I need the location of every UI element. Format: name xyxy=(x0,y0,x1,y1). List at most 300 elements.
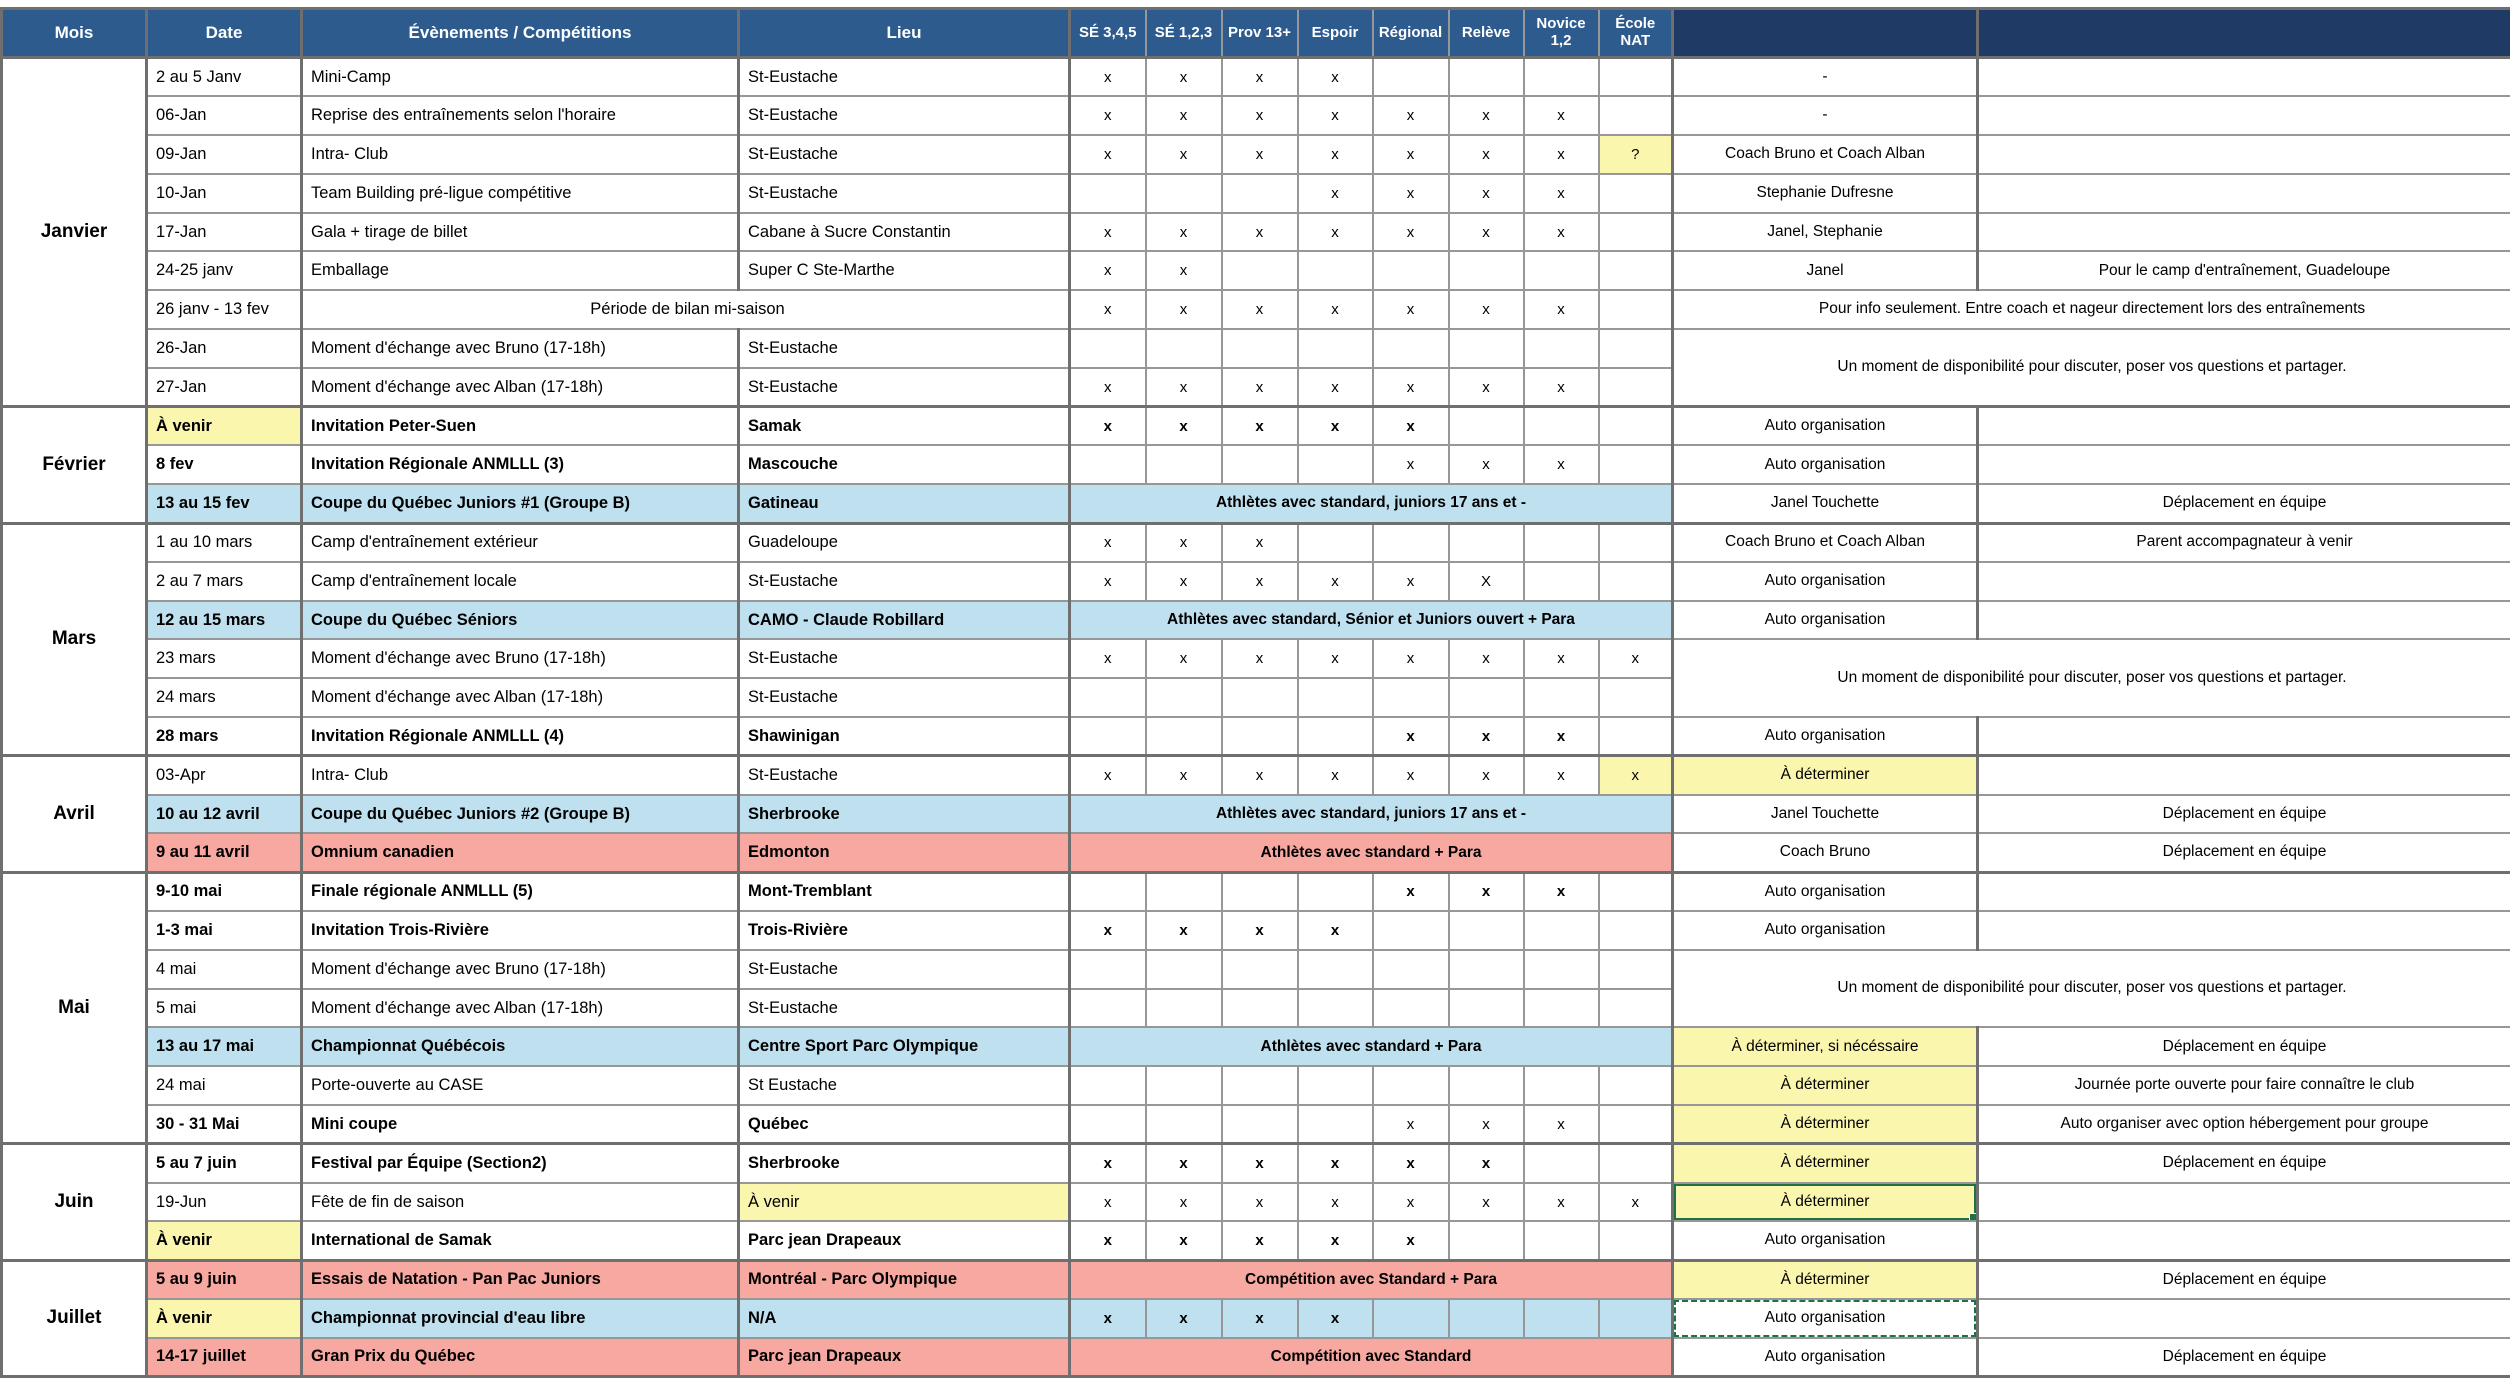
mark-cell[interactable]: x xyxy=(1373,1144,1449,1183)
mark-cell[interactable]: x xyxy=(1146,407,1222,446)
date-cell[interactable]: 1 au 10 mars xyxy=(147,523,302,562)
date-cell[interactable]: 9-10 mai xyxy=(147,872,302,911)
date-cell[interactable]: 5 au 9 juin xyxy=(147,1260,302,1299)
event-cell[interactable]: Mini coupe xyxy=(302,1105,739,1144)
col-header-category-4[interactable]: Espoir xyxy=(1298,9,1373,58)
mark-cell[interactable] xyxy=(1222,251,1298,290)
col-header-category-2[interactable]: SÉ 1,2,3 xyxy=(1146,9,1222,58)
mark-cell[interactable]: x xyxy=(1449,1144,1524,1183)
col-header-category-7[interactable]: Novice 1,2 xyxy=(1524,9,1599,58)
notes-cell[interactable] xyxy=(1978,135,2510,174)
mark-cell[interactable] xyxy=(1599,407,1673,446)
lieu-cell[interactable]: St Eustache xyxy=(739,1066,1070,1105)
mark-cell[interactable]: x xyxy=(1524,213,1599,252)
lieu-cell[interactable]: St-Eustache xyxy=(739,989,1070,1028)
date-cell[interactable]: 1-3 mai xyxy=(147,911,302,950)
lieu-cell[interactable]: N/A xyxy=(739,1299,1070,1338)
mark-cell[interactable]: x xyxy=(1298,1221,1373,1260)
mark-cell[interactable]: x xyxy=(1449,717,1524,756)
resp-cell[interactable]: Janel Touchette xyxy=(1673,484,1978,523)
tail-merge-cell[interactable]: Un moment de disponibilité pour discuter, poser vos questions et partager. xyxy=(1673,329,2510,407)
date-cell[interactable]: 9 au 11 avril xyxy=(147,833,302,872)
mark-cell[interactable]: x xyxy=(1222,368,1298,407)
mark-cell[interactable] xyxy=(1524,678,1599,717)
mark-cell[interactable]: x xyxy=(1222,911,1298,950)
mark-cell[interactable] xyxy=(1449,251,1524,290)
lieu-cell[interactable]: Edmonton xyxy=(739,833,1070,872)
mark-cell[interactable]: x xyxy=(1373,562,1449,601)
mark-cell[interactable]: x xyxy=(1222,562,1298,601)
mark-cell[interactable]: x xyxy=(1070,96,1146,135)
mark-cell[interactable] xyxy=(1222,445,1298,484)
resp-cell[interactable]: Janel Touchette xyxy=(1673,795,1978,834)
notes-cell[interactable]: Déplacement en équipe xyxy=(1978,484,2510,523)
resp-cell[interactable]: Coach Bruno xyxy=(1673,833,1978,872)
month-cell[interactable]: Janvier xyxy=(2,58,147,407)
mark-cell[interactable] xyxy=(1298,989,1373,1028)
lieu-cell[interactable]: Centre Sport Parc Olympique xyxy=(739,1027,1070,1066)
lieu-cell[interactable]: Gatineau xyxy=(739,484,1070,523)
mark-cell[interactable]: x xyxy=(1449,756,1524,795)
mark-cell[interactable]: x xyxy=(1449,290,1524,329)
mark-cell[interactable]: x xyxy=(1146,1221,1222,1260)
mark-cell[interactable]: x xyxy=(1373,872,1449,911)
mark-cell[interactable]: x xyxy=(1070,368,1146,407)
mark-cell[interactable]: x xyxy=(1146,213,1222,252)
mark-cell[interactable] xyxy=(1070,329,1146,368)
mark-cell[interactable] xyxy=(1599,1221,1673,1260)
mark-cell[interactable] xyxy=(1599,174,1673,213)
mark-cell[interactable] xyxy=(1070,445,1146,484)
mark-cell[interactable] xyxy=(1524,407,1599,446)
lieu-cell[interactable]: Québec xyxy=(739,1105,1070,1144)
date-cell[interactable]: 24 mai xyxy=(147,1066,302,1105)
lieu-cell[interactable]: Sherbrooke xyxy=(739,1144,1070,1183)
notes-cell[interactable] xyxy=(1978,407,2510,446)
mark-cell[interactable]: x xyxy=(1070,1183,1146,1222)
mark-cell[interactable]: x xyxy=(1524,639,1599,678)
mark-cell[interactable] xyxy=(1449,989,1524,1028)
mark-cell[interactable] xyxy=(1373,911,1449,950)
mark-cell[interactable]: x xyxy=(1373,445,1449,484)
month-cell[interactable]: Février xyxy=(2,407,147,523)
event-cell[interactable]: Coupe du Québec Séniors xyxy=(302,601,739,640)
mark-cell[interactable]: x xyxy=(1070,1144,1146,1183)
date-cell[interactable]: 27-Jan xyxy=(147,368,302,407)
lieu-cell[interactable]: Parc jean Drapeaux xyxy=(739,1221,1070,1260)
mark-cell[interactable]: X xyxy=(1449,562,1524,601)
mark-cell[interactable] xyxy=(1449,1221,1524,1260)
col-header-lieu[interactable]: Lieu xyxy=(739,9,1070,58)
lieu-cell[interactable]: St-Eustache xyxy=(739,329,1070,368)
event-cell[interactable]: Mini-Camp xyxy=(302,58,739,97)
mark-cell[interactable] xyxy=(1524,1299,1599,1338)
mark-cell[interactable]: x xyxy=(1298,407,1373,446)
mark-cell[interactable]: x xyxy=(1222,639,1298,678)
mark-cell[interactable]: x xyxy=(1222,1221,1298,1260)
mark-cell[interactable]: x xyxy=(1373,368,1449,407)
mark-cell[interactable]: x xyxy=(1146,911,1222,950)
event-cell[interactable]: Omnium canadien xyxy=(302,833,739,872)
mark-cell[interactable]: x xyxy=(1222,290,1298,329)
mark-cell[interactable]: x xyxy=(1599,639,1673,678)
mark-cell[interactable] xyxy=(1524,58,1599,97)
mark-cell[interactable] xyxy=(1298,251,1373,290)
event-cell[interactable]: Moment d'échange avec Alban (17-18h) xyxy=(302,678,739,717)
date-cell[interactable]: 14-17 juillet xyxy=(147,1338,302,1377)
event-cell[interactable]: Finale régionale ANMLLL (5) xyxy=(302,872,739,911)
mark-cell[interactable]: x xyxy=(1449,135,1524,174)
mark-cell[interactable] xyxy=(1599,1144,1673,1183)
event-cell[interactable]: Camp d'entraînement extérieur xyxy=(302,523,739,562)
mark-cell[interactable]: x xyxy=(1449,1105,1524,1144)
resp-cell[interactable]: À déterminer xyxy=(1673,1066,1978,1105)
mark-cell[interactable]: x xyxy=(1599,756,1673,795)
month-cell[interactable]: Mai xyxy=(2,872,147,1144)
date-cell[interactable]: 5 mai xyxy=(147,989,302,1028)
category-merge-cell[interactable]: Athlètes avec standard, Sénior et Juniors ouvert + Para xyxy=(1070,601,1673,640)
mark-cell[interactable] xyxy=(1373,329,1449,368)
mark-cell[interactable]: x xyxy=(1070,58,1146,97)
notes-cell[interactable] xyxy=(1978,562,2510,601)
lieu-cell[interactable]: Super C Ste-Marthe xyxy=(739,251,1070,290)
mark-cell[interactable] xyxy=(1599,1105,1673,1144)
event-cell[interactable]: Fête de fin de saison xyxy=(302,1183,739,1222)
mark-cell[interactable] xyxy=(1146,717,1222,756)
date-cell[interactable]: 13 au 15 fev xyxy=(147,484,302,523)
event-cell[interactable]: Porte-ouverte au CASE xyxy=(302,1066,739,1105)
col-header-event[interactable]: Évènements / Compétitions xyxy=(302,9,739,58)
mark-cell[interactable]: x xyxy=(1222,1183,1298,1222)
month-cell[interactable]: Avril xyxy=(2,756,147,872)
col-header-category-5[interactable]: Régional xyxy=(1373,9,1449,58)
mark-cell[interactable] xyxy=(1524,562,1599,601)
mark-cell[interactable] xyxy=(1599,251,1673,290)
resp-cell[interactable]: Auto organisation xyxy=(1673,1338,1978,1377)
mark-cell[interactable] xyxy=(1599,989,1673,1028)
resp-cell[interactable]: Coach Bruno et Coach Alban xyxy=(1673,135,1978,174)
event-cell[interactable]: Camp d'entraînement locale xyxy=(302,562,739,601)
resp-cell[interactable]: Auto organisation xyxy=(1673,872,1978,911)
mark-cell[interactable]: x xyxy=(1524,135,1599,174)
mark-cell[interactable] xyxy=(1146,329,1222,368)
mark-cell[interactable] xyxy=(1599,523,1673,562)
mark-cell[interactable] xyxy=(1599,445,1673,484)
mark-cell[interactable] xyxy=(1599,950,1673,989)
mark-cell[interactable] xyxy=(1524,1221,1599,1260)
event-cell[interactable]: Festival par Équipe (Section2) xyxy=(302,1144,739,1183)
mark-cell[interactable]: x xyxy=(1449,96,1524,135)
mark-cell[interactable]: x xyxy=(1373,290,1449,329)
mark-cell[interactable]: x xyxy=(1449,445,1524,484)
col-header-category-8[interactable]: École NAT xyxy=(1599,9,1673,58)
col-header-date[interactable]: Date xyxy=(147,9,302,58)
mark-cell[interactable] xyxy=(1146,445,1222,484)
event-cell[interactable]: Championnat provincial d'eau libre xyxy=(302,1299,739,1338)
date-cell[interactable]: 06-Jan xyxy=(147,96,302,135)
mark-cell[interactable]: x xyxy=(1070,290,1146,329)
resp-cell[interactable]: Coach Bruno et Coach Alban xyxy=(1673,523,1978,562)
event-cell[interactable]: Moment d'échange avec Bruno (17-18h) xyxy=(302,639,739,678)
notes-cell[interactable] xyxy=(1978,872,2510,911)
mark-cell[interactable]: x xyxy=(1146,1299,1222,1338)
notes-cell[interactable] xyxy=(1978,717,2510,756)
date-cell[interactable]: 09-Jan xyxy=(147,135,302,174)
col-header-category-6[interactable]: Relève xyxy=(1449,9,1524,58)
mark-cell[interactable]: ? xyxy=(1599,135,1673,174)
event-cell[interactable]: Intra- Club xyxy=(302,135,739,174)
mark-cell[interactable]: x xyxy=(1222,407,1298,446)
notes-cell[interactable] xyxy=(1978,213,2510,252)
date-cell[interactable]: 2 au 5 Janv xyxy=(147,58,302,97)
event-cell[interactable]: Invitation Régionale ANMLLL (3) xyxy=(302,445,739,484)
mark-cell[interactable] xyxy=(1146,950,1222,989)
mark-cell[interactable]: x xyxy=(1373,639,1449,678)
notes-cell[interactable]: Déplacement en équipe xyxy=(1978,1260,2510,1299)
lieu-cell[interactable]: St-Eustache xyxy=(739,96,1070,135)
notes-cell[interactable]: Pour le camp d'entraînement, Guadeloupe xyxy=(1978,251,2510,290)
mark-cell[interactable]: x xyxy=(1298,1183,1373,1222)
mark-cell[interactable]: x xyxy=(1070,1221,1146,1260)
mark-cell[interactable]: x xyxy=(1070,135,1146,174)
date-cell[interactable]: 28 mars xyxy=(147,717,302,756)
mark-cell[interactable] xyxy=(1524,950,1599,989)
mark-cell[interactable]: x xyxy=(1298,174,1373,213)
mark-cell[interactable] xyxy=(1524,911,1599,950)
mark-cell[interactable]: x xyxy=(1524,174,1599,213)
notes-cell[interactable] xyxy=(1978,1299,2510,1338)
mark-cell[interactable] xyxy=(1373,58,1449,97)
event-lieu-merge-cell[interactable]: Période de bilan mi-saison xyxy=(302,290,1070,329)
mark-cell[interactable]: x xyxy=(1449,368,1524,407)
mark-cell[interactable] xyxy=(1373,1299,1449,1338)
date-cell[interactable]: À venir xyxy=(147,1299,302,1338)
mark-cell[interactable]: x xyxy=(1373,1221,1449,1260)
mark-cell[interactable]: x xyxy=(1449,1183,1524,1222)
mark-cell[interactable] xyxy=(1449,911,1524,950)
date-cell[interactable]: 03-Apr xyxy=(147,756,302,795)
event-cell[interactable]: Gala + tirage de billet xyxy=(302,213,739,252)
category-merge-cell[interactable]: Compétition avec Standard + Para xyxy=(1070,1260,1673,1299)
mark-cell[interactable]: x xyxy=(1222,58,1298,97)
mark-cell[interactable]: x xyxy=(1373,96,1449,135)
mark-cell[interactable]: x xyxy=(1373,407,1449,446)
resp-cell[interactable]: À déterminer, si nécéssaire xyxy=(1673,1027,1978,1066)
resp-cell[interactable]: - xyxy=(1673,58,1978,97)
notes-cell[interactable] xyxy=(1978,445,2510,484)
lieu-cell[interactable]: Trois-Rivière xyxy=(739,911,1070,950)
mark-cell[interactable]: x xyxy=(1070,562,1146,601)
mark-cell[interactable]: x xyxy=(1524,872,1599,911)
mark-cell[interactable] xyxy=(1222,329,1298,368)
mark-cell[interactable] xyxy=(1599,911,1673,950)
resp-cell[interactable]: Auto organisation xyxy=(1673,407,1978,446)
mark-cell[interactable]: x xyxy=(1070,251,1146,290)
notes-cell[interactable] xyxy=(1978,601,2510,640)
mark-cell[interactable]: x xyxy=(1449,872,1524,911)
lieu-cell[interactable]: St-Eustache xyxy=(739,174,1070,213)
mark-cell[interactable]: x xyxy=(1222,213,1298,252)
mark-cell[interactable] xyxy=(1599,678,1673,717)
mark-cell[interactable] xyxy=(1298,872,1373,911)
resp-cell[interactable]: Janel, Stephanie xyxy=(1673,213,1978,252)
lieu-cell[interactable]: CAMO - Claude Robillard xyxy=(739,601,1070,640)
mark-cell[interactable]: x xyxy=(1070,911,1146,950)
notes-cell[interactable] xyxy=(1978,96,2510,135)
date-cell[interactable]: 5 au 7 juin xyxy=(147,1144,302,1183)
resp-cell[interactable]: Auto organisation xyxy=(1673,717,1978,756)
lieu-cell[interactable]: Parc jean Drapeaux xyxy=(739,1338,1070,1377)
mark-cell[interactable]: x xyxy=(1599,1183,1673,1222)
mark-cell[interactable] xyxy=(1373,989,1449,1028)
resp-cell[interactable]: À déterminer xyxy=(1673,756,1978,795)
mark-cell[interactable] xyxy=(1599,290,1673,329)
resp-cell[interactable]: Auto organisation xyxy=(1673,601,1978,640)
mark-cell[interactable]: x xyxy=(1146,368,1222,407)
lieu-cell[interactable]: St-Eustache xyxy=(739,950,1070,989)
event-cell[interactable]: Team Building pré-ligue compétitive xyxy=(302,174,739,213)
mark-cell[interactable] xyxy=(1298,1105,1373,1144)
mark-cell[interactable] xyxy=(1070,1066,1146,1105)
month-cell[interactable]: Juin xyxy=(2,1144,147,1260)
selected-cell[interactable]: À déterminer xyxy=(1673,1183,1978,1222)
resp-cell[interactable]: Janel xyxy=(1673,251,1978,290)
category-merge-cell[interactable]: Athlètes avec standard, juniors 17 ans et - xyxy=(1070,795,1673,834)
notes-cell[interactable]: Déplacement en équipe xyxy=(1978,1144,2510,1183)
notes-cell[interactable]: Déplacement en équipe xyxy=(1978,1338,2510,1377)
mark-cell[interactable]: x xyxy=(1298,135,1373,174)
mark-cell[interactable] xyxy=(1599,1066,1673,1105)
mark-cell[interactable] xyxy=(1449,950,1524,989)
event-cell[interactable]: Emballage xyxy=(302,251,739,290)
mark-cell[interactable] xyxy=(1599,562,1673,601)
mark-cell[interactable]: x xyxy=(1373,1183,1449,1222)
date-cell[interactable]: 10 au 12 avril xyxy=(147,795,302,834)
mark-cell[interactable] xyxy=(1599,368,1673,407)
mark-cell[interactable] xyxy=(1146,174,1222,213)
mark-cell[interactable] xyxy=(1449,329,1524,368)
mark-cell[interactable]: x xyxy=(1373,717,1449,756)
event-cell[interactable]: Gran Prix du Québec xyxy=(302,1338,739,1377)
resp-cell[interactable]: Auto organisation xyxy=(1673,1221,1978,1260)
mark-cell[interactable]: x xyxy=(1222,523,1298,562)
mark-cell[interactable]: x xyxy=(1298,368,1373,407)
mark-cell[interactable] xyxy=(1599,58,1673,97)
notes-cell[interactable] xyxy=(1978,756,2510,795)
mark-cell[interactable]: x xyxy=(1070,1299,1146,1338)
date-cell[interactable]: 30 - 31 Mai xyxy=(147,1105,302,1144)
date-cell[interactable]: 4 mai xyxy=(147,950,302,989)
event-cell[interactable]: Moment d'échange avec Bruno (17-18h) xyxy=(302,329,739,368)
notes-cell[interactable]: Déplacement en équipe xyxy=(1978,795,2510,834)
mark-cell[interactable]: x xyxy=(1146,562,1222,601)
mark-cell[interactable]: x xyxy=(1449,213,1524,252)
mark-cell[interactable] xyxy=(1146,1105,1222,1144)
mark-cell[interactable] xyxy=(1222,872,1298,911)
mark-cell[interactable]: x xyxy=(1146,135,1222,174)
date-cell[interactable]: 24 mars xyxy=(147,678,302,717)
event-cell[interactable]: Coupe du Québec Juniors #1 (Groupe B) xyxy=(302,484,739,523)
mark-cell[interactable]: x xyxy=(1298,756,1373,795)
date-cell[interactable]: 2 au 7 mars xyxy=(147,562,302,601)
mark-cell[interactable] xyxy=(1524,251,1599,290)
mark-cell[interactable]: x xyxy=(1146,290,1222,329)
mark-cell[interactable]: x xyxy=(1222,96,1298,135)
mark-cell[interactable]: x xyxy=(1298,1299,1373,1338)
mark-cell[interactable] xyxy=(1449,1066,1524,1105)
mark-cell[interactable] xyxy=(1070,950,1146,989)
mark-cell[interactable]: x xyxy=(1070,639,1146,678)
mark-cell[interactable] xyxy=(1449,1299,1524,1338)
mark-cell[interactable]: x xyxy=(1298,911,1373,950)
mark-cell[interactable] xyxy=(1524,523,1599,562)
mark-cell[interactable]: x xyxy=(1146,756,1222,795)
mark-cell[interactable]: x xyxy=(1222,756,1298,795)
mark-cell[interactable]: x xyxy=(1373,1105,1449,1144)
lieu-cell[interactable]: Shawinigan xyxy=(739,717,1070,756)
mark-cell[interactable]: x xyxy=(1146,96,1222,135)
category-merge-cell[interactable]: Athlètes avec standard + Para xyxy=(1070,833,1673,872)
mark-cell[interactable]: x xyxy=(1298,96,1373,135)
mark-cell[interactable]: x xyxy=(1146,639,1222,678)
mark-cell[interactable] xyxy=(1222,1105,1298,1144)
mark-cell[interactable]: x xyxy=(1298,213,1373,252)
mark-cell[interactable] xyxy=(1524,989,1599,1028)
lieu-cell[interactable]: St-Eustache xyxy=(739,135,1070,174)
col-header-category-1[interactable]: SÉ 3,4,5 xyxy=(1070,9,1146,58)
resp-cell[interactable]: À déterminer xyxy=(1673,1105,1978,1144)
mark-cell[interactable] xyxy=(1070,872,1146,911)
event-cell[interactable]: Essais de Natation - Pan Pac Juniors xyxy=(302,1260,739,1299)
mark-cell[interactable] xyxy=(1146,989,1222,1028)
tail-merge-cell[interactable]: Pour info seulement. Entre coach et nageur directement lors des entraînements xyxy=(1673,290,2510,329)
month-cell[interactable]: Mars xyxy=(2,523,147,756)
lieu-cell[interactable]: Mascouche xyxy=(739,445,1070,484)
category-merge-cell[interactable]: Compétition avec Standard xyxy=(1070,1338,1673,1377)
mark-cell[interactable] xyxy=(1298,445,1373,484)
resp-cell[interactable]: À déterminer xyxy=(1673,1144,1978,1183)
mark-cell[interactable] xyxy=(1373,1066,1449,1105)
date-cell[interactable]: À venir xyxy=(147,407,302,446)
mark-cell[interactable] xyxy=(1599,1299,1673,1338)
mark-cell[interactable] xyxy=(1222,717,1298,756)
mark-cell[interactable]: x xyxy=(1146,523,1222,562)
resp-cell[interactable]: Auto organisation xyxy=(1673,911,1978,950)
mark-cell[interactable]: x xyxy=(1070,407,1146,446)
mark-cell[interactable] xyxy=(1146,872,1222,911)
category-merge-cell[interactable]: Athlètes avec standard + Para xyxy=(1070,1027,1673,1066)
mark-cell[interactable] xyxy=(1373,251,1449,290)
mark-cell[interactable]: x xyxy=(1070,523,1146,562)
mark-cell[interactable] xyxy=(1298,678,1373,717)
date-cell[interactable]: 17-Jan xyxy=(147,213,302,252)
mark-cell[interactable]: x xyxy=(1298,639,1373,678)
tail-merge-cell[interactable]: Un moment de disponibilité pour discuter, poser vos questions et partager. xyxy=(1673,639,2510,717)
mark-cell[interactable]: x xyxy=(1146,58,1222,97)
date-cell[interactable]: 23 mars xyxy=(147,639,302,678)
mark-cell[interactable] xyxy=(1146,678,1222,717)
date-cell[interactable]: À venir xyxy=(147,1221,302,1260)
mark-cell[interactable]: x xyxy=(1373,135,1449,174)
mark-cell[interactable] xyxy=(1524,1066,1599,1105)
mark-cell[interactable] xyxy=(1373,678,1449,717)
mark-cell[interactable] xyxy=(1222,1066,1298,1105)
mark-cell[interactable]: x xyxy=(1373,756,1449,795)
mark-cell[interactable] xyxy=(1298,950,1373,989)
lieu-cell[interactable]: Montréal - Parc Olympique xyxy=(739,1260,1070,1299)
mark-cell[interactable]: x xyxy=(1524,1105,1599,1144)
lieu-cell[interactable]: À venir xyxy=(739,1183,1070,1222)
